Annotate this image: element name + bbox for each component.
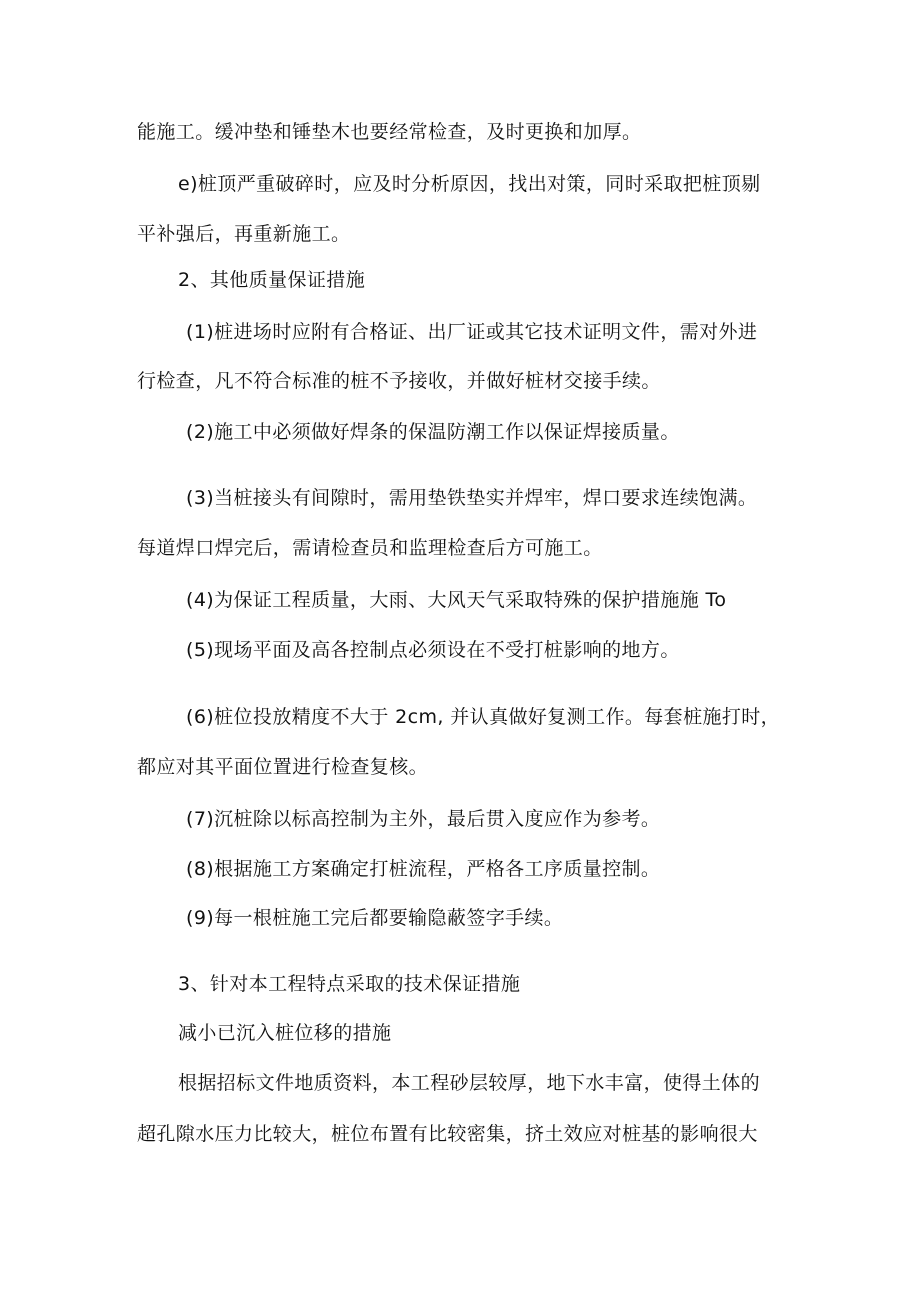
text-line: 超孔隙水压力比较大，桩位布置有比较密集，挤土效应对桩基的影响很大: [137, 1123, 758, 1145]
text-line: (8)根据施工方案确定打桩流程，严格各工序质量控制。: [186, 858, 661, 880]
text-line: (3)当桩接头有间隙时，需用垫铁垫实并焊牢，焊口要求连续饱满。: [186, 487, 758, 509]
text-line: (2)施工中必须做好焊条的保温防潮工作以保证焊接质量。: [186, 421, 680, 443]
section-heading: 3、针对本工程特点采取的技术保证措施: [178, 973, 521, 995]
text-line: (5)现场平面及高各控制点必须设在不受打桩影响的地方。: [186, 639, 680, 661]
text-line: (4)为保证工程质量，大雨、大风天气采取特殊的保护措施施 To: [186, 589, 727, 611]
text-line: 根据招标文件地质资料，本工程砂层较厚，地下水丰富，使得土体的: [178, 1072, 761, 1094]
section-heading: 2、其他质量保证措施: [178, 269, 366, 291]
text-line: (1)桩进场时应附有合格证、出厂证或其它技术证明文件，需对外进: [186, 321, 758, 343]
text-line: 平补强后，再重新施工。: [137, 223, 351, 245]
text-line: 行检查，凡不符合标准的桩不予接收，并做好桩材交接手续。: [137, 370, 661, 392]
text-line: e)桩顶严重破碎时，应及时分析原因，找出对策，同时采取把桩顶剔: [178, 173, 761, 195]
text-line: 都应对其平面位置进行检查复核。: [137, 756, 429, 778]
text-line: (7)沉桩除以标高控制为主外，最后贯入度应作为参考。: [186, 808, 661, 830]
text-line: 能施工。缓冲垫和锤垫木也要经常检查，及时更换和加厚。: [137, 121, 642, 143]
text-line: 每道焊口焊完后，需请检查员和监理检查后方可施工。: [137, 537, 603, 559]
subsection-heading: 减小已沉入桩位移的措施: [178, 1022, 392, 1044]
text-line: (9)每一根桩施工完后都要输隐蔽签字手续。: [186, 907, 564, 929]
text-line: (6)桩位投放精度不大于 2cm, 并认真做好复测工作。每套桩施打时，: [186, 706, 781, 728]
